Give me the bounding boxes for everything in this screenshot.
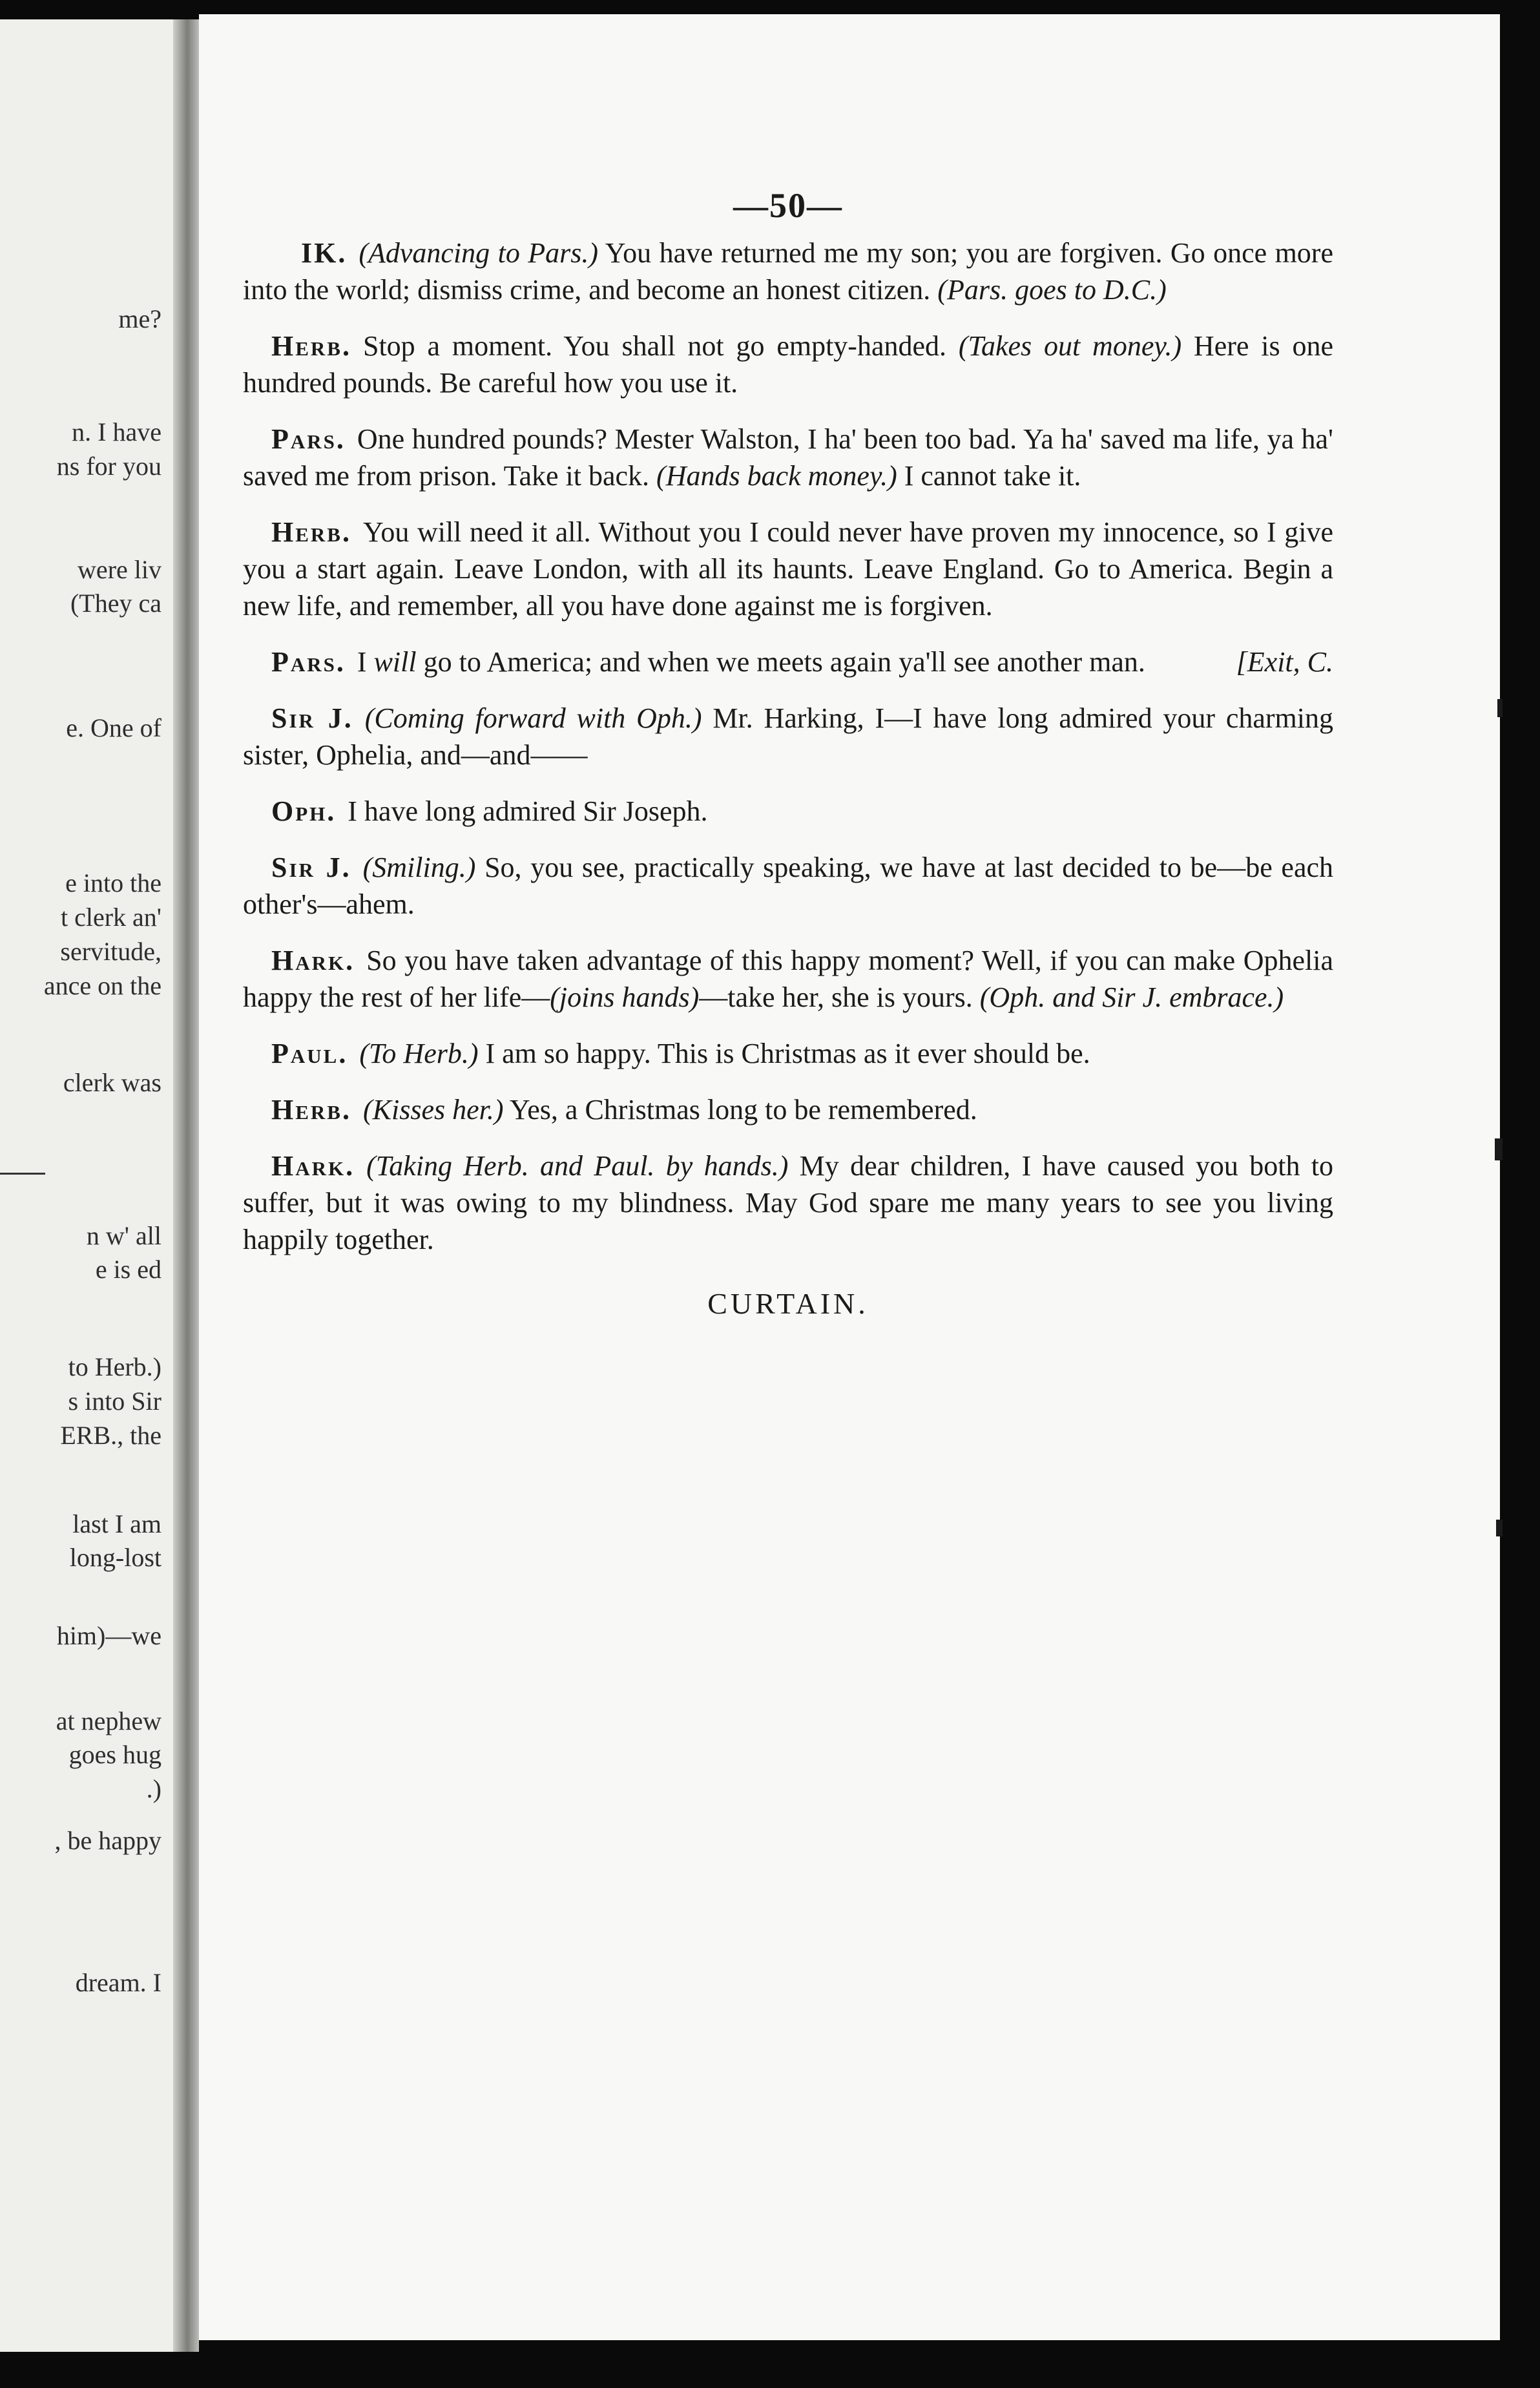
- speech: [243, 644, 1333, 680]
- speaker-name: IK.: [301, 237, 348, 269]
- speech-text: I am so happy. This is Christmas as it ever should be.: [478, 1038, 1090, 1069]
- left-page-line: s into Sir: [68, 1387, 161, 1416]
- speech-text: So you have taken advantage of this happy moment? Well, if you can make Ophelia happy the rest of her life—: [243, 945, 1333, 1013]
- left-page-line: dream. I: [75, 1968, 161, 1997]
- left-page-line: servitude,: [60, 937, 161, 966]
- left-page-line: him)—we: [56, 1621, 161, 1650]
- left-page-line: ance on the: [43, 971, 161, 1000]
- dialogue: [243, 235, 1333, 1258]
- stage-direction: (Oph. and Sir J. embrace.): [979, 981, 1284, 1013]
- speech: [243, 700, 1333, 773]
- speaker-name: Hark.: [271, 1150, 355, 1182]
- speaker-name: Hark.: [271, 945, 355, 976]
- speaker-name: Pars.: [271, 646, 346, 678]
- stage-direction: (Taking Herb. and Paul. by hands.): [366, 1150, 789, 1182]
- speech: [243, 235, 1333, 308]
- stage-direction: (Advancing to Pars.): [359, 237, 599, 269]
- left-page-line: long-lost: [69, 1543, 161, 1572]
- stage-direction: (Hands back money.): [656, 460, 897, 492]
- speech: [243, 793, 1333, 830]
- stage-direction: (Coming forward with Oph.): [364, 702, 702, 734]
- speech-text: One hundred pounds? Mester Walston, I ha' been too bad. Ya ha' saved ma life, ya ha' saved me from prison. Take it back.: [243, 423, 1333, 492]
- left-page-line: me?: [118, 304, 161, 333]
- speech-text: You will need it all. Without you I could never have proven my innocence, so I give you a start again. Leave London, with all its haunts. Leave England. Go to America. Begin a new life, and remember, all you have done against me is forgiven.: [243, 516, 1333, 622]
- stage-direction: (joins hands): [550, 981, 700, 1013]
- scan-mark: [1497, 699, 1503, 717]
- speech: [243, 849, 1333, 923]
- speech-text: Here is one hundred pounds. Be careful how you use it.: [243, 330, 1333, 399]
- speaker-name: Herb.: [271, 516, 351, 548]
- scan-mark: [1495, 1138, 1503, 1160]
- speech-text: Yes, a Christmas long to be remembered.: [503, 1094, 977, 1126]
- left-page-line: t clerk an': [60, 903, 161, 932]
- exit-direction: [Exit, C.: [1236, 646, 1333, 678]
- speech: [243, 1035, 1333, 1072]
- page-number: —50—: [733, 186, 843, 225]
- left-page-line: e into the: [65, 868, 161, 897]
- speech-text: I have long admired Sir Joseph.: [348, 795, 708, 827]
- speech-text: You have returned me my son; you are forgiven. Go once more into the world; dismiss crime, and become an honest citizen.: [243, 237, 1333, 306]
- stage-direction: (To Herb.): [359, 1038, 479, 1069]
- stage-direction: (Smiling.): [362, 852, 476, 883]
- speech-text: go to America; and when we meets again ya'll see another man.: [416, 646, 1145, 678]
- speaker-name: Pars.: [271, 423, 346, 455]
- left-page-line: .): [146, 1774, 161, 1803]
- book-gutter: [173, 19, 199, 2352]
- left-page-line: clerk was: [63, 1068, 161, 1097]
- stage-direction: (Pars. goes to D.C.): [937, 274, 1167, 306]
- left-page-line: (They ca: [70, 589, 161, 618]
- left-page-line: , be happy: [54, 1826, 161, 1855]
- speech: [243, 942, 1333, 1016]
- speaker-name: Paul.: [271, 1038, 348, 1069]
- left-page-line: were liv: [78, 555, 161, 584]
- left-page-line: at nephew: [56, 1706, 161, 1735]
- left-page-line: n w' all: [86, 1221, 161, 1250]
- speaker-name: Oph.: [271, 795, 337, 827]
- stage-direction: (Kisses her.): [362, 1094, 504, 1126]
- speech: [243, 1147, 1333, 1258]
- right-page: [199, 14, 1500, 2340]
- speaker-name: Herb.: [271, 1094, 351, 1126]
- left-page-rule: [0, 1173, 45, 1175]
- left-page-line: e. One of: [66, 713, 161, 742]
- speech-text: Mr. Harking, I—I have long admired your charming sister, Ophelia, and—and——: [243, 702, 1333, 771]
- left-page-fragment: [0, 19, 173, 2352]
- speaker-name: Sir J.: [271, 702, 353, 734]
- curtain-line: CURTAIN.: [707, 1287, 869, 1320]
- left-page-line: goes hug: [68, 1740, 161, 1769]
- speech-text: So, you see, practically speaking, we have at last decided to be—be each other's—ahem.: [243, 852, 1334, 920]
- left-page-line: ERB., the: [60, 1421, 161, 1450]
- left-page-line: ns for you: [56, 452, 161, 481]
- speech: [243, 1091, 1333, 1128]
- speaker-name: Sir J.: [271, 852, 351, 883]
- page-content: [243, 185, 1333, 1321]
- speech-text: I cannot take it.: [897, 460, 1081, 492]
- speech: [243, 514, 1333, 624]
- left-page-line: last I am: [72, 1509, 161, 1538]
- speech-text: My dear children, I have caused you both to suffer, but it was owing to my blindness. May God spare me many years to see you living happily together.: [243, 1150, 1333, 1255]
- left-page-line: e is ed: [95, 1255, 161, 1284]
- stage-direction: (Takes out money.): [958, 330, 1182, 362]
- speech: [243, 421, 1333, 494]
- speech-text: I: [357, 646, 374, 678]
- speaker-name: Herb.: [271, 330, 351, 362]
- speech-text: Stop a moment. You shall not go empty-handed.: [362, 330, 959, 362]
- left-page-line: n. I have: [72, 417, 161, 446]
- scan-mark: [1496, 1520, 1503, 1536]
- left-page-line: to Herb.): [68, 1352, 161, 1381]
- stage-direction: will: [373, 646, 417, 678]
- speech-text: —take her, she is yours.: [699, 981, 980, 1013]
- speech: [243, 328, 1333, 401]
